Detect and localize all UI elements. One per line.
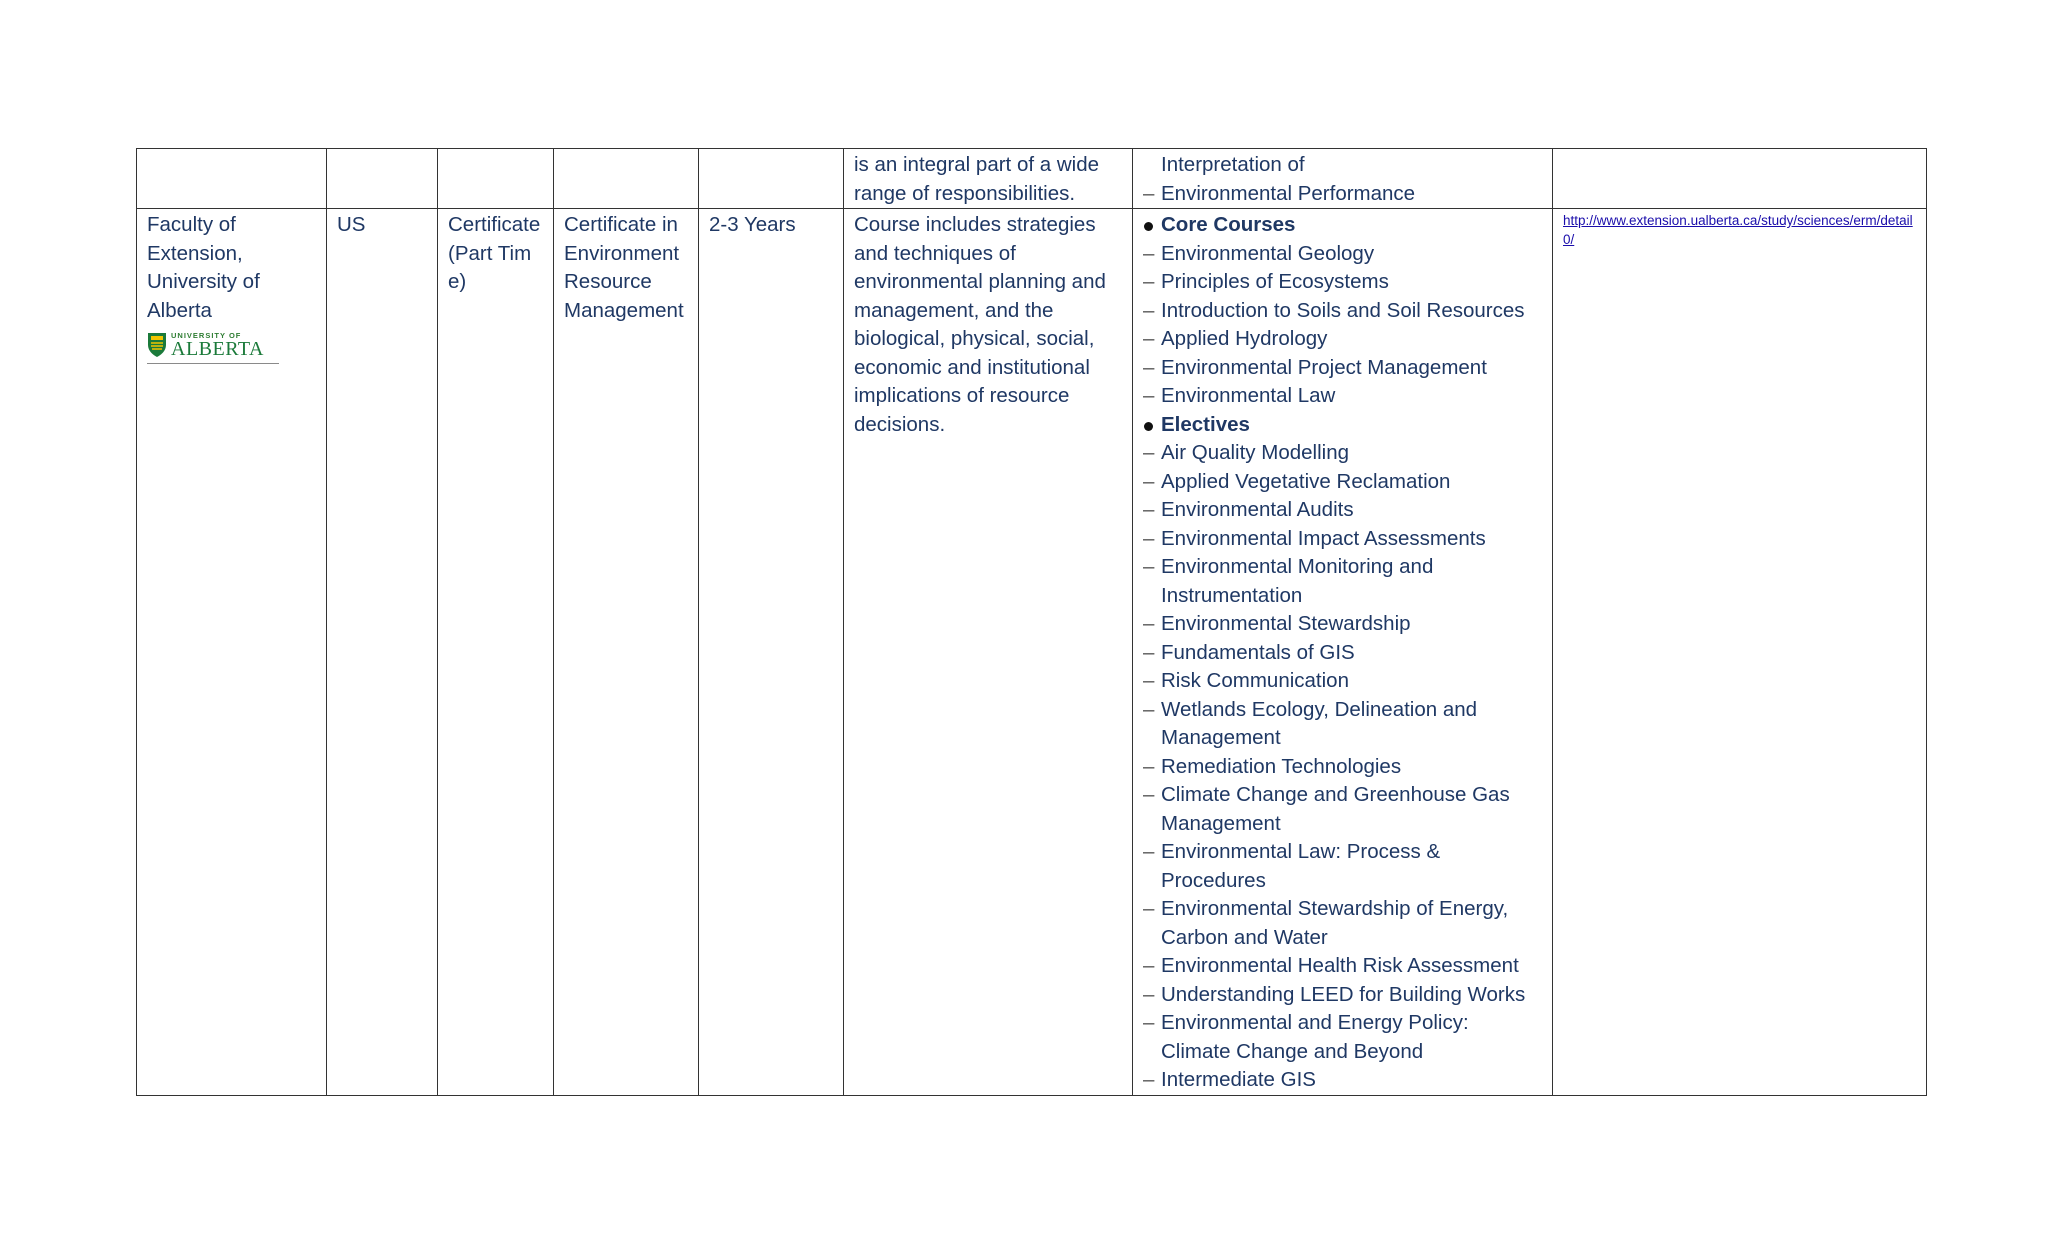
list-item: – Air Quality Modelling [1143,439,1542,468]
modules-cell [1133,149,1553,209]
list-item: Interpretation of [1161,153,1305,176]
list-item: – Principles of Ecosystems [1143,268,1542,297]
list-item: – Environmental Project Management [1143,354,1542,383]
university-logo [147,331,279,364]
url-cell-empty [1553,149,1927,209]
logo-big-text: ALBERTA [171,338,264,360]
program-table [136,148,1927,1096]
list-item: – Wetlands Ecology, Delineation and Management [1143,696,1542,753]
list-item: – Environmental Performance [1143,180,1542,209]
list-item: – Environmental Stewardship [1143,610,1542,639]
program-cell [554,209,699,1096]
duration-text: 2-3 Years [709,213,796,236]
shield-icon [147,332,167,358]
duration-cell-empty [699,149,844,209]
list-item: – Fundamentals of GIS [1143,639,1542,668]
list-item: – Environmental Monitoring and Instrumentation [1143,553,1542,610]
list-item: – Remediation Technologies [1143,753,1542,782]
list-item: – Risk Communication [1143,667,1542,696]
list-item: – Introduction to Soils and Soil Resources [1143,297,1542,326]
section-heading: Core Courses [1143,211,1542,240]
program-text: Certificate in Environment Resource Management [564,213,684,322]
table-row [137,209,1927,1096]
list-item: – Environmental and Energy Policy: Climate Change and Beyond [1143,1009,1542,1066]
modules-cell [1133,209,1553,1096]
list-item: – Applied Vegetative Reclamation [1143,468,1542,497]
type-cell [438,209,554,1096]
list-item: – Climate Change and Greenhouse Gas Management [1143,781,1542,838]
type-text: Certificate (Part Time) [448,213,541,293]
list-item: – Understanding LEED for Building Works [1143,981,1542,1010]
description-cell [844,209,1133,1096]
list-item: – Environmental Audits [1143,496,1542,525]
type-cell-empty [438,149,554,209]
logo-small-text: UNIVERSITY OF [171,331,242,340]
description-cell [844,149,1133,209]
list-item: – Intermediate GIS [1143,1066,1542,1095]
list-item: – Applied Hydrology [1143,325,1542,354]
list-item: – Environmental Law [1143,382,1542,411]
modules-list [1143,211,1542,1095]
country-text: US [337,213,366,236]
institution-cell-empty [137,149,327,209]
duration-cell [699,209,844,1096]
section-heading: Electives [1143,411,1542,440]
list-item: – Environmental Stewardship of Energy, Carbon and Water [1143,895,1542,952]
country-cell-empty [327,149,438,209]
institution-name: Faculty of Extension, University of Alberta [147,213,260,322]
program-cell-empty [554,149,699,209]
list-item: – Environmental Law: Process & Procedures [1143,838,1542,895]
description-text: Course includes strategies and techniques of environmental planning and management, and the biological, physical, social, economic and institutional implications of resource decisions. [854,213,1106,436]
list-item: – Environmental Geology [1143,240,1542,269]
list-item: – Environmental Impact Assessments [1143,525,1542,554]
modules-list [1143,151,1542,208]
country-cell [327,209,438,1096]
url-cell [1553,209,1927,1096]
program-link[interactable]: http://www.extension.ualberta.ca/study/sciences/erm/detail0/ [1563,213,1913,247]
list-item: – Environmental Health Risk Assessment [1143,952,1542,981]
table-row [137,149,1927,209]
institution-cell [137,209,327,1096]
description-text: is an integral part of a wide range of responsibilities. [854,153,1099,205]
